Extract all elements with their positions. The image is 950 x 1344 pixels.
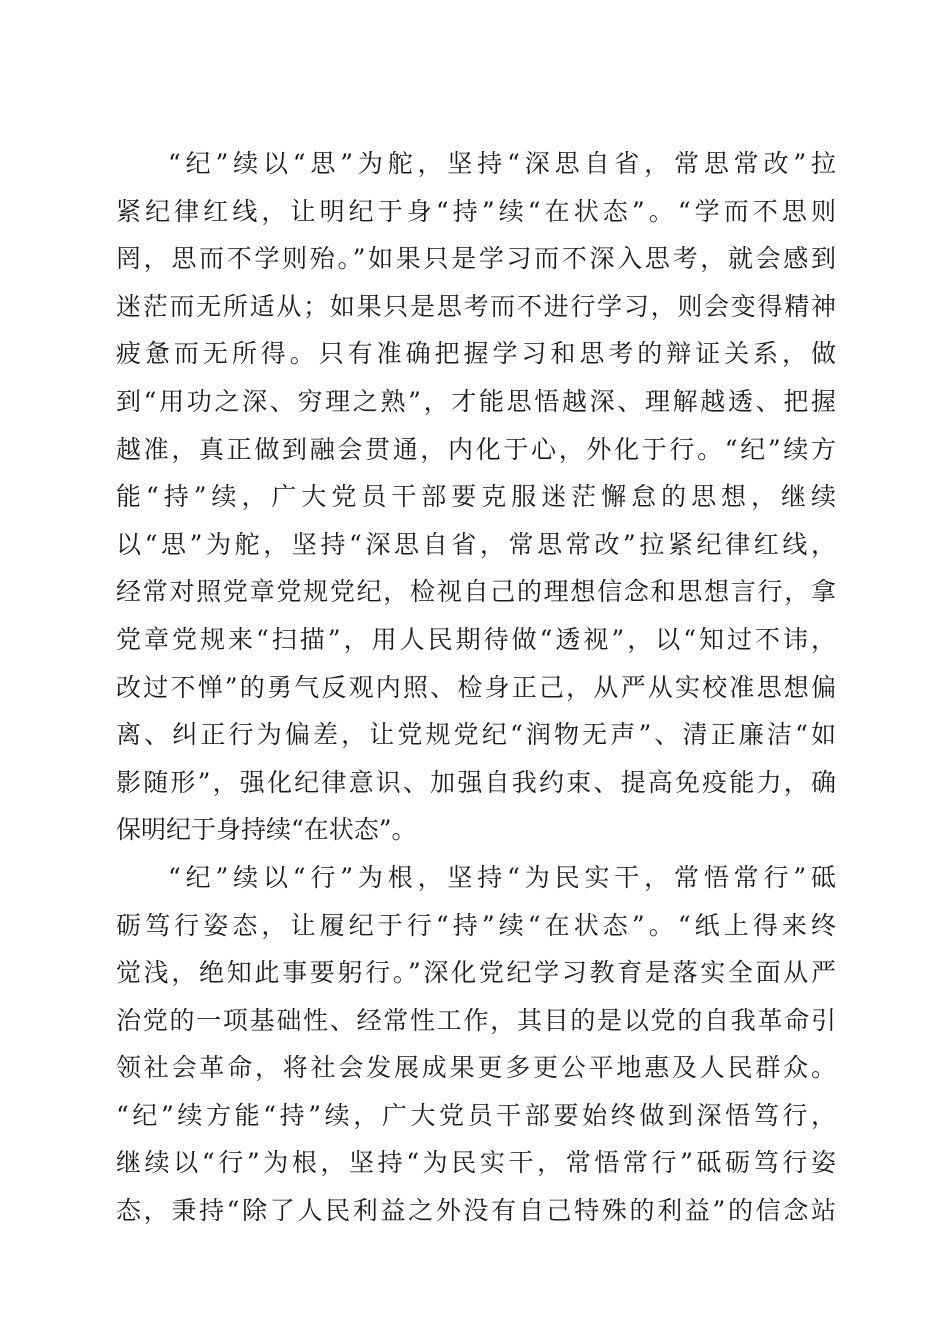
text-line: 离、纠正行为偏差，让党规党纪“润物无声”、清正廉洁“如 [116,720,836,750]
text-line: 党章党规来“扫描”，用人民期待做“透视”，以“知过不讳， [116,624,836,654]
text-line: “纪”续以“思”为舵，坚持“深思自省，常思常改”拉 [168,149,836,178]
text-line: 砺笃行姿态，让履纪于行“持”续“在状态”。“纸上得来终 [116,910,836,940]
text-line: 越准，真正做到融会贯通，内化于心，外化于行。“纪”续方 [116,434,836,464]
text-line: 治党的一项基础性、经常性工作，其目的是以党的自我革命引 [116,1005,836,1035]
text-line: 紧纪律红线，让明纪于身“持”续“在状态”。“学而不思则 [116,196,836,226]
text-line: 到“用功之深、穷理之熟”，才能思悟越深、理解越透、把握 [116,386,836,416]
text-line: 疲惫而无所得。只有准确把握学习和思考的辩证关系，做 [116,339,836,369]
text-line: 领社会革命，将社会发展成果更多更公平地惠及人民群众。 [116,1053,836,1083]
text-line: 能“持”续，广大党员干部要克服迷茫懈怠的思想，继续 [116,482,836,512]
text-line: 以“思”为舵，坚持“深思自省，常思常改”拉紧纪律红线， [116,529,836,559]
text-line: 影随形”，强化纪律意识、加强自我约束、提高免疫能力，确 [116,767,836,797]
text-line: 罔，思而不学则殆。”如果只是学习而不深入思考，就会感到 [116,244,836,274]
text-line: 经常对照党章党规党纪，检视自己的理想信念和思想言行，拿 [116,577,836,607]
text-line: 改过不惮”的勇气反观内照、检身正己，从严从实校准思想偏 [116,672,836,702]
text-line: 态，秉持“除了人民利益之外没有自己特殊的利益”的信念站 [116,1196,836,1226]
paragraph [116,140,836,854]
text-line: 迷茫而无所适从；如果只是思考而不进行学习，则会变得精神 [116,291,836,321]
text-line: “纪”续以“行”为根，坚持“为民实干，常悟常行”砥 [168,862,836,892]
text-line: 保明纪于身持续“在状态”。 [116,815,417,845]
text-line: 觉浅，绝知此事要躬行。”深化党纪学习教育是落实全面从严 [116,958,836,988]
text-line: “纪”续方能“持”续，广大党员干部要始终做到深悟笃行， [116,1100,836,1130]
paragraph [116,854,836,1235]
document-body [116,140,836,1235]
text-line: 继续以“行”为根，坚持“为民实干，常悟常行”砥砺笃行姿 [116,1148,836,1178]
